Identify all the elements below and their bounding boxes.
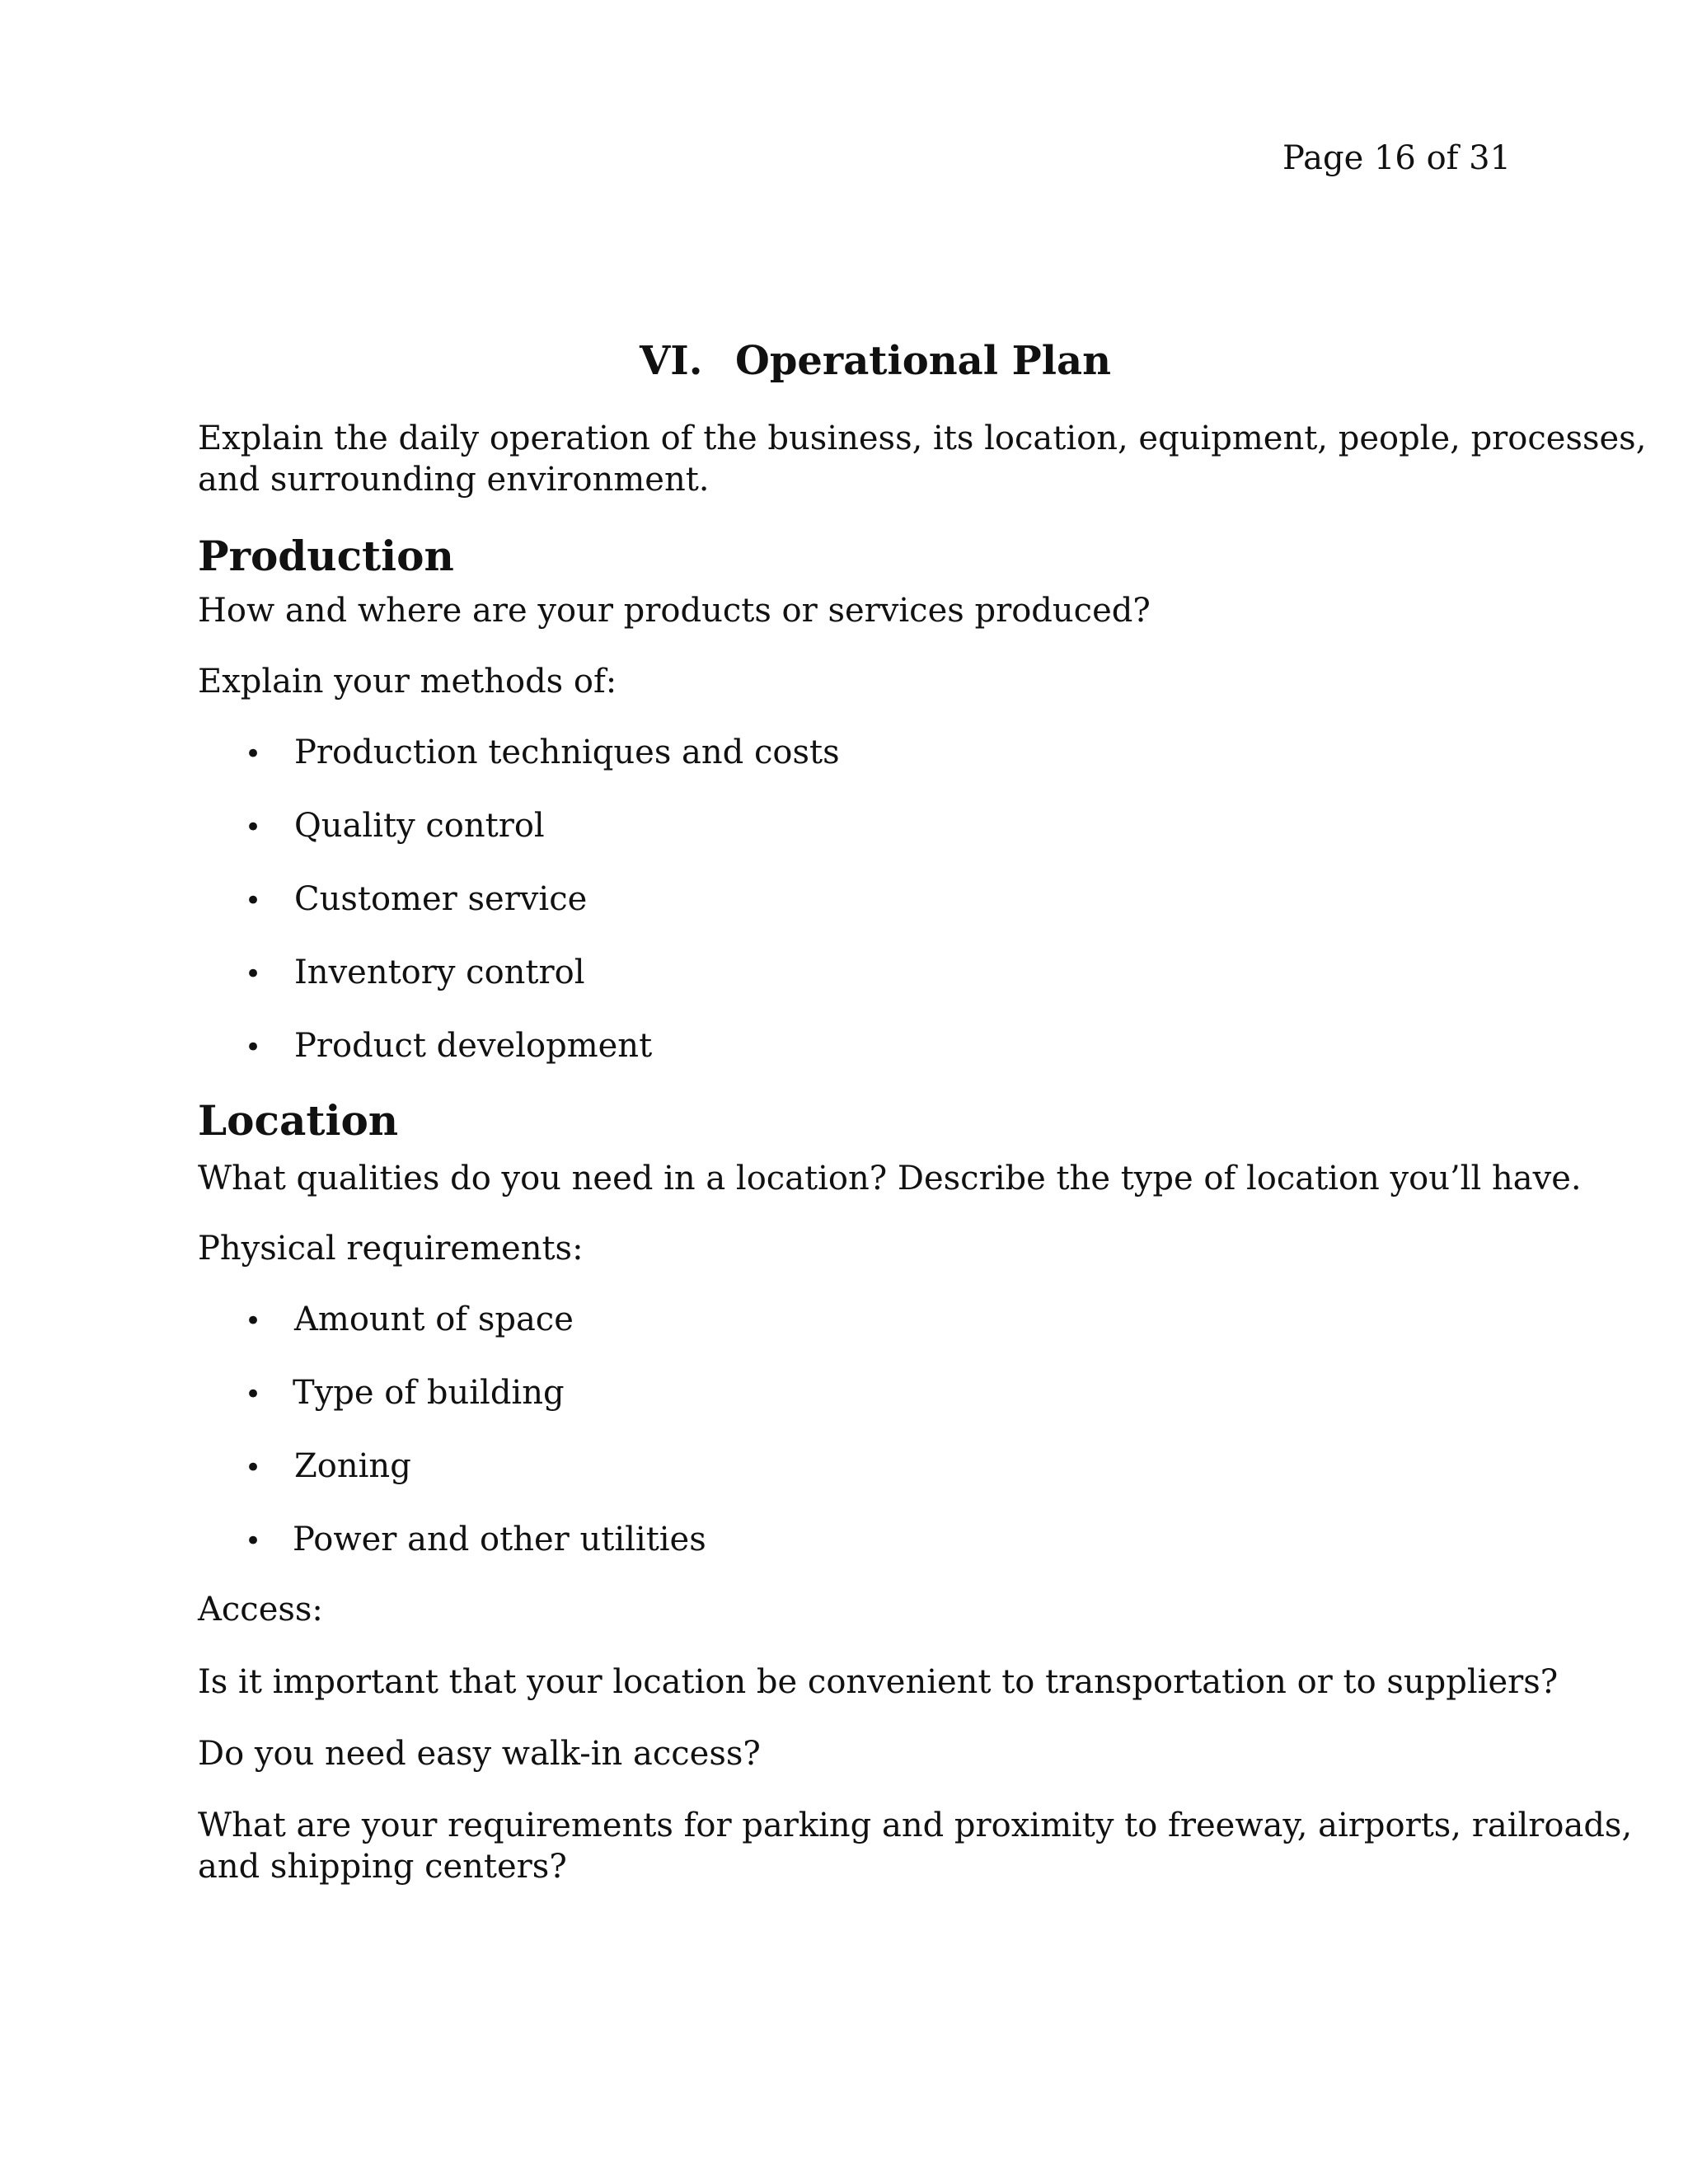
bullet-dot: • bbox=[245, 1031, 262, 1064]
list-item: Product development bbox=[294, 1027, 653, 1065]
production-heading: Production bbox=[198, 532, 454, 580]
bullet-dot: • bbox=[245, 811, 262, 844]
list-item: Quality control bbox=[294, 807, 545, 845]
access-question-2: Do you need easy walk-in access? bbox=[198, 1735, 761, 1773]
list-item: Customer service bbox=[294, 880, 588, 918]
access-label: Access: bbox=[198, 1591, 323, 1629]
bullet-dot: • bbox=[245, 958, 262, 991]
list-item: Type of building bbox=[293, 1374, 565, 1412]
list-item: Power and other utilities bbox=[293, 1521, 706, 1558]
list-item: Zoning bbox=[294, 1447, 411, 1485]
bullet-dot: • bbox=[245, 738, 262, 771]
list-item: Production techniques and costs bbox=[294, 733, 840, 771]
access-question-1: Is it important that your location be convenient to transportation or to suppliers? bbox=[198, 1663, 1559, 1701]
list-item: Amount of space bbox=[294, 1301, 574, 1338]
section-numeral: VI. bbox=[640, 338, 703, 384]
page-number: Page 16 of 31 bbox=[1282, 139, 1512, 177]
production-question: How and where are your products or services produced? bbox=[198, 592, 1151, 630]
intro-text-line-2: and surrounding environment. bbox=[198, 461, 710, 499]
bullet-dot: • bbox=[245, 1378, 262, 1411]
location-heading: Location bbox=[198, 1096, 399, 1145]
section-title: Operational Plan bbox=[735, 338, 1111, 384]
location-question: What qualities do you need in a location? Describe the type of location you’ll have. bbox=[198, 1160, 1582, 1197]
list-item: Inventory control bbox=[294, 954, 585, 991]
bullet-dot: • bbox=[245, 1305, 262, 1338]
bullet-dot: • bbox=[245, 1525, 262, 1558]
bullet-dot: • bbox=[245, 1451, 262, 1484]
bullet-dot: • bbox=[245, 884, 262, 917]
access-question-3-line-1: What are your requirements for parking and proximity to freeway, airports, railroads, bbox=[198, 1807, 1633, 1844]
physical-requirements-intro: Physical requirements: bbox=[198, 1230, 584, 1268]
intro-text-line-1: Explain the daily operation of the business, its location, equipment, people, processes, bbox=[198, 419, 1647, 457]
production-methods-intro: Explain your methods of: bbox=[198, 663, 617, 701]
access-question-3-line-2: and shipping centers? bbox=[198, 1848, 567, 1886]
